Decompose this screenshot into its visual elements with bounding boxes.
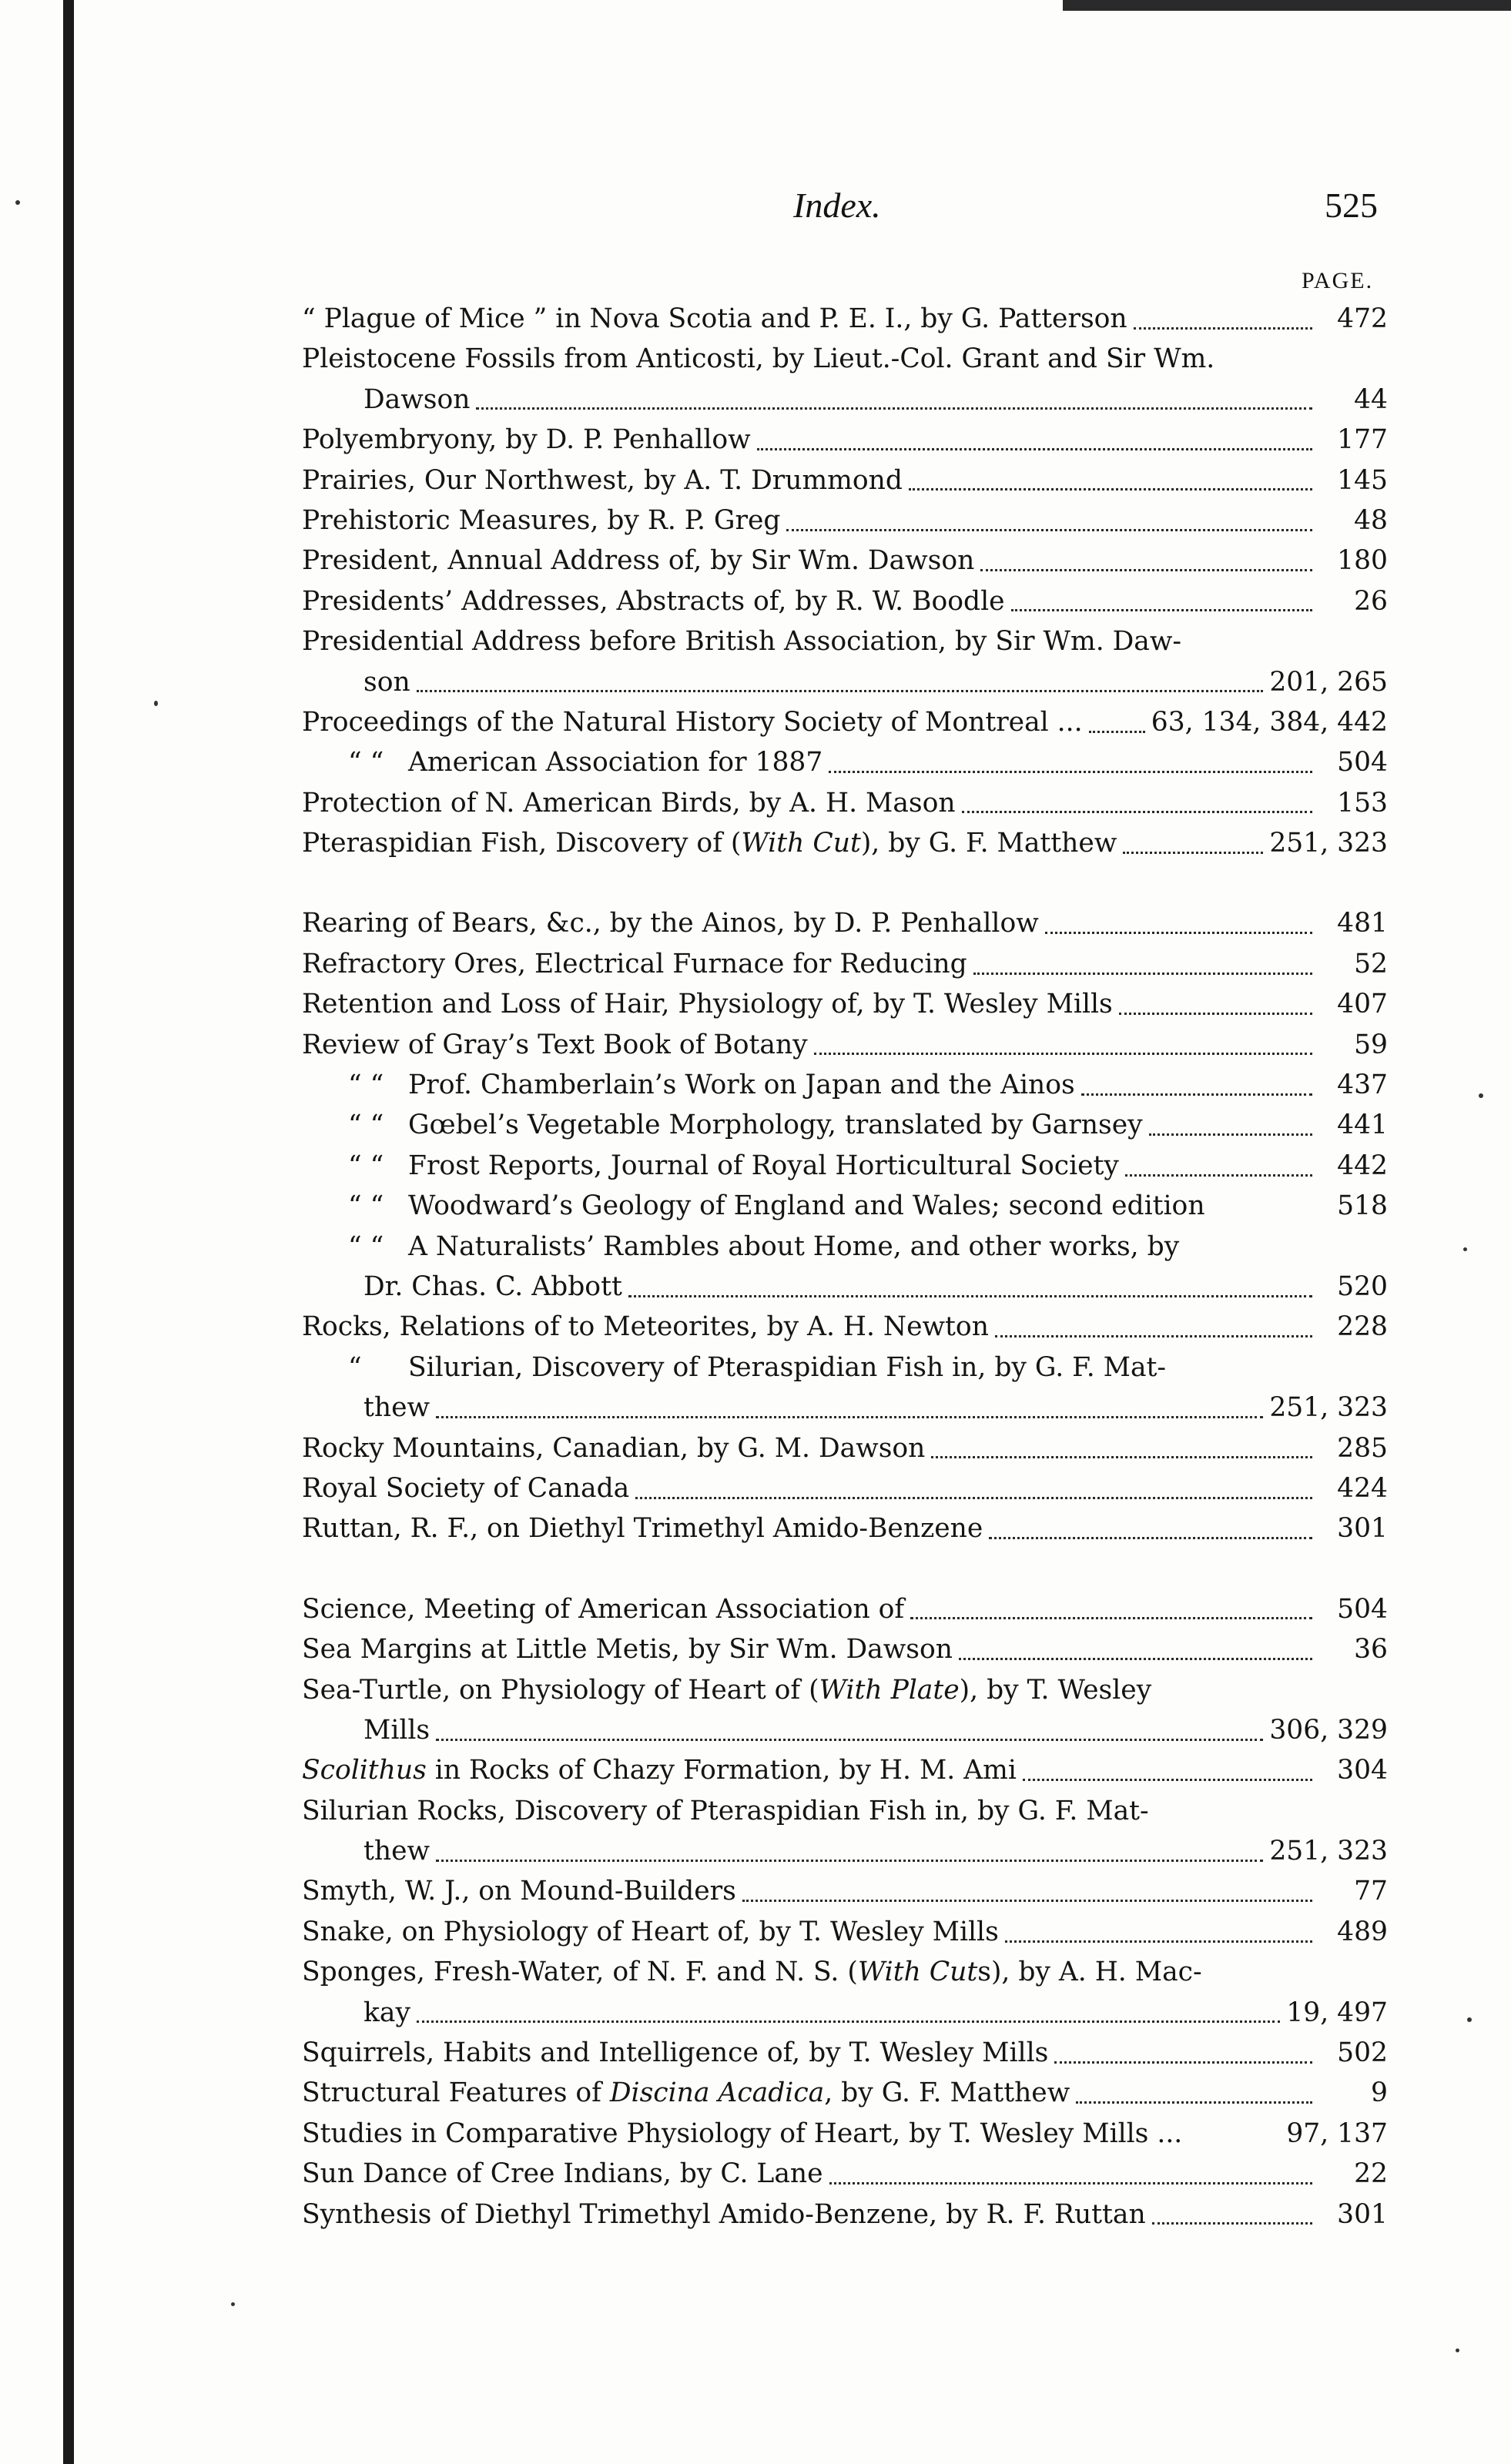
- page-binding-edge: [63, 0, 74, 2464]
- index-group-s: [302, 1589, 1388, 2235]
- index-entry: [302, 621, 1388, 661]
- entry-text: Synthesis of Diethyl Trimethyl Amido-Benzene, by R. F. Ruttan: [302, 2198, 1146, 2230]
- entry-page-ref: 19, 497: [1286, 1997, 1388, 2028]
- index-entry: [302, 1025, 1388, 1065]
- scan-speck: [1467, 2017, 1472, 2022]
- dot-leader: [742, 1900, 1312, 1902]
- dot-leader: [635, 1497, 1312, 1499]
- entry-text: Smyth, W. J., on Mound-Builders: [302, 1876, 736, 1907]
- entry-page-ref: 407: [1337, 989, 1388, 1020]
- index-entry: [302, 783, 1388, 823]
- index-entry: [302, 984, 1388, 1024]
- entry-page-ref: 22: [1354, 2158, 1388, 2190]
- entry-text: Rocks, Relations of to Meteorites, by A. H. Newton: [302, 1311, 989, 1343]
- entry-page-ref: 52: [1354, 948, 1388, 979]
- dot-leader: [1023, 1779, 1312, 1781]
- dot-leader: [1119, 1013, 1312, 1015]
- index-group-p: [302, 299, 1388, 863]
- entry-page-ref: 97, 137: [1286, 2118, 1388, 2149]
- index-entry: [302, 1065, 1388, 1105]
- index-entry: [302, 1952, 1388, 1992]
- index-entry: [302, 1508, 1388, 1548]
- index-entry: [302, 541, 1388, 581]
- dot-leader: [962, 811, 1312, 813]
- entry-text: Science, Meeting of American Association of: [302, 1593, 905, 1625]
- dot-leader: [829, 2182, 1312, 2184]
- dot-leader: [1125, 1174, 1312, 1177]
- index-entry: [302, 1105, 1388, 1145]
- dot-leader: [814, 1053, 1312, 1055]
- dot-leader: [417, 2020, 1280, 2023]
- dot-leader: [1089, 731, 1145, 733]
- entry-text: President, Annual Address of, by Sir Wm. Dawson: [302, 545, 975, 577]
- index-entry: [302, 1428, 1388, 1468]
- index-entry-continuation: [302, 1710, 1388, 1750]
- index-entry: [302, 1791, 1388, 1831]
- entry-text: Woodward’s Geology of England and Wales; second edition: [408, 1190, 1205, 1222]
- index-entry-continuation: [302, 1993, 1388, 2033]
- dot-leader: [436, 1416, 1263, 1418]
- entry-page-ref: 301: [1337, 1513, 1388, 1545]
- ditto-marks: “ “: [348, 1230, 384, 1262]
- index-entry: [302, 1750, 1388, 1790]
- ditto-marks: “ “: [348, 1070, 384, 1101]
- entry-text: Squirrels, Habits and Intelligence of, by T. Wesley Mills: [302, 2037, 1049, 2069]
- entry-page-ref: 301: [1337, 2198, 1388, 2230]
- index-entry: [302, 1348, 1388, 1388]
- scan-speck: [231, 2302, 235, 2306]
- entry-page-ref: 304: [1337, 1755, 1388, 1786]
- index-entry: [302, 1629, 1388, 1669]
- entry-page-ref: 520: [1337, 1270, 1388, 1302]
- entry-text: Pteraspidian Fish, Discovery of (With Cut), by G. F. Matthew: [302, 828, 1117, 859]
- entry-text: Royal Society of Canada: [302, 1472, 630, 1504]
- dot-leader: [1081, 1093, 1312, 1096]
- index-entry: [302, 581, 1388, 621]
- entry-text: Polyembryony, by D. P. Penhallow: [302, 424, 751, 456]
- entry-text: Proceedings of the Natural History Society of Montreal ...: [302, 706, 1083, 738]
- dot-leader: [995, 1335, 1312, 1337]
- entry-page-ref: 285: [1337, 1432, 1388, 1464]
- entry-text: Prof. Chamberlain’s Work on Japan and the Ainos: [408, 1070, 1075, 1101]
- entry-text: Dawson: [364, 383, 471, 415]
- entry-text: Mills: [364, 1714, 431, 1746]
- entry-text: Sea-Turtle, on Physiology of Heart of (With Plate), by T. Wesley: [302, 1674, 1152, 1706]
- entry-text: Snake, on Physiology of Heart of, by T. Wesley Mills: [302, 1916, 999, 1947]
- entry-page-ref: 153: [1337, 787, 1388, 819]
- entry-text: Frost Reports, Journal of Royal Horticultural Society: [408, 1150, 1119, 1181]
- dot-leader: [1123, 852, 1263, 854]
- entry-text: kay: [364, 1997, 410, 2028]
- entry-text: Silurian Rocks, Discovery of Pteraspidian Fish in, by G. F. Mat-: [302, 1795, 1149, 1826]
- entry-text: Studies in Comparative Physiology of Heart, by T. Wesley Mills ...: [302, 2118, 1183, 2149]
- entry-page-ref: 502: [1337, 2037, 1388, 2069]
- dot-leader: [1011, 609, 1312, 611]
- scan-speck: [1479, 1093, 1483, 1098]
- index-entries: [302, 299, 1388, 2235]
- index-entry-continuation: [302, 1267, 1388, 1307]
- ditto-marks: “ “: [348, 1190, 384, 1222]
- entry-page-ref: 44: [1354, 383, 1388, 415]
- entry-page-ref: 48: [1354, 504, 1388, 536]
- index-entry: [302, 339, 1388, 379]
- index-entry: [302, 420, 1388, 460]
- entry-text: Structural Features of Discina Acadica, by G. F. Matthew: [302, 2077, 1070, 2109]
- dot-leader: [436, 1860, 1263, 1862]
- entry-text: Protection of N. American Birds, by A. H. Mason: [302, 787, 956, 819]
- entry-text: Refractory Ores, Electrical Furnace for Reducing: [302, 948, 967, 979]
- entry-text: Silurian, Discovery of Pteraspidian Fish in, by G. F. Mat-: [408, 1351, 1167, 1383]
- ditto-marks: “: [348, 1351, 362, 1383]
- entry-page-ref: 442: [1337, 1150, 1388, 1181]
- entry-text: Presidential Address before British Association, by Sir Wm. Daw-: [302, 626, 1182, 658]
- entry-text: Review of Gray’s Text Book of Botany: [302, 1029, 808, 1060]
- entry-page-ref: 9: [1371, 2077, 1388, 2109]
- scan-top-edge: [1063, 0, 1511, 11]
- entry-text: “ Plague of Mice ” in Nova Scotia and P. E. I., by G. Patterson: [302, 303, 1127, 334]
- entry-page-ref: 481: [1337, 908, 1388, 939]
- index-entry-continuation: [302, 1831, 1388, 1871]
- index-entry-continuation: [302, 1388, 1388, 1428]
- entry-page-ref: 59: [1354, 1029, 1388, 1060]
- index-entry: [302, 1871, 1388, 1911]
- entry-text: Dr. Chas. C. Abbott: [364, 1270, 622, 1302]
- entry-text: Prehistoric Measures, by R. P. Greg: [302, 504, 781, 536]
- index-entry: [302, 1146, 1388, 1186]
- index-entry: [302, 2194, 1388, 2235]
- scan-speck: [1463, 1247, 1467, 1251]
- dot-leader: [909, 488, 1312, 490]
- entry-text: thew: [364, 1836, 431, 1867]
- index-entry: [302, 2114, 1388, 2154]
- entry-text: son: [364, 666, 410, 698]
- entry-page-ref: 251, 323: [1269, 1392, 1388, 1424]
- index-entry: [302, 500, 1388, 541]
- index-entry: [302, 299, 1388, 339]
- index-entry: [302, 903, 1388, 943]
- entry-page-ref: 441: [1337, 1110, 1388, 1141]
- ditto-marks: “ “: [348, 1110, 384, 1141]
- entry-page-ref: 504: [1337, 1593, 1388, 1625]
- dot-leader: [959, 1658, 1312, 1660]
- entry-page-ref: 489: [1337, 1916, 1388, 1947]
- entry-page-ref: 145: [1337, 464, 1388, 496]
- dot-leader: [1149, 1133, 1312, 1136]
- entry-text: Sun Dance of Cree Indians, by C. Lane: [302, 2158, 823, 2190]
- index-entry: [302, 460, 1388, 500]
- dot-leader: [1054, 2061, 1312, 2064]
- dot-leader: [829, 771, 1312, 773]
- index-entry: [302, 2154, 1388, 2194]
- index-entry: [302, 742, 1388, 782]
- scan-speck: [1456, 2348, 1459, 2352]
- index-group-r: [302, 903, 1388, 1548]
- dot-leader: [1152, 2222, 1312, 2225]
- entry-text: American Association for 1887: [408, 747, 823, 778]
- dot-leader: [989, 1537, 1312, 1539]
- index-entry: [302, 702, 1388, 742]
- dot-leader: [436, 1739, 1263, 1741]
- entry-page-ref: 177: [1337, 424, 1388, 456]
- entry-page-ref: 201, 265: [1269, 666, 1388, 698]
- index-entry: [302, 1589, 1388, 1629]
- dot-leader: [910, 1617, 1312, 1619]
- index-entry: [302, 2073, 1388, 2113]
- entry-page-ref: 36: [1354, 1634, 1388, 1666]
- dot-leader: [980, 569, 1312, 571]
- ditto-marks: “ “: [348, 1150, 384, 1181]
- entry-page-ref: 77: [1354, 1876, 1388, 1907]
- dot-leader: [417, 690, 1264, 692]
- dot-leader: [786, 529, 1312, 531]
- entry-text: Rocky Mountains, Canadian, by G. M. Dawson: [302, 1432, 926, 1464]
- dot-leader: [1005, 1940, 1312, 1943]
- page-number: 525: [1325, 186, 1378, 225]
- dot-leader: [757, 448, 1312, 450]
- dot-leader: [1045, 932, 1312, 934]
- entry-text: Sea Margins at Little Metis, by Sir Wm. Dawson: [302, 1634, 953, 1666]
- index-entry: [302, 944, 1388, 984]
- dot-leader: [973, 973, 1312, 975]
- dot-leader: [1076, 2101, 1312, 2104]
- entry-page-ref: 504: [1337, 747, 1388, 778]
- index-entry-continuation: [302, 662, 1388, 702]
- index-entry-continuation: [302, 380, 1388, 420]
- index-entry: [302, 1912, 1388, 1952]
- entry-text: Presidents’ Addresses, Abstracts of, by R. W. Boodle: [302, 585, 1005, 617]
- entry-text: Sponges, Fresh-Water, of N. F. and N. S. (With Cuts), by A. H. Mac-: [302, 1957, 1202, 1988]
- dot-leader: [1134, 327, 1312, 330]
- ditto-marks: “ “: [348, 747, 384, 778]
- entry-text: thew: [364, 1392, 431, 1424]
- scan-speck: [15, 200, 20, 205]
- scan-speck: [154, 701, 158, 706]
- entry-text: Rearing of Bears, &c., by the Ainos, by D. P. Penhallow: [302, 908, 1039, 939]
- index-entry: [302, 1670, 1388, 1710]
- entry-page-ref: 26: [1354, 585, 1388, 617]
- entry-page-ref: 472: [1337, 303, 1388, 334]
- entry-text: Pleistocene Fossils from Anticosti, by Lieut.-Col. Grant and Sir Wm.: [302, 343, 1215, 375]
- page-column-heading: PAGE.: [1302, 268, 1374, 293]
- entry-page-ref: 306, 329: [1269, 1714, 1388, 1746]
- entry-page-ref: 437: [1337, 1070, 1388, 1101]
- entry-text: A Naturalists’ Rambles about Home, and other works, by: [408, 1230, 1180, 1262]
- index-entry: [302, 1186, 1388, 1226]
- index-entry: [302, 1307, 1388, 1347]
- index-entry: [302, 2033, 1388, 2073]
- entry-page-ref: 518: [1337, 1190, 1388, 1222]
- entry-page-ref: 63, 134, 384, 442: [1151, 706, 1388, 738]
- dot-leader: [931, 1456, 1312, 1458]
- index-entry: [302, 1227, 1388, 1267]
- dot-leader: [628, 1295, 1312, 1297]
- entry-page-ref: 180: [1337, 545, 1388, 577]
- entry-page-ref: 251, 323: [1269, 828, 1388, 859]
- entry-text: Prairies, Our Northwest, by A. T. Drummond: [302, 464, 903, 496]
- index-entry: [302, 1468, 1388, 1508]
- dot-leader: [476, 407, 1312, 410]
- index-entry: [302, 823, 1388, 863]
- entry-page-ref: 228: [1337, 1311, 1388, 1343]
- running-title: Index.: [793, 186, 881, 225]
- entry-text: Retention and Loss of Hair, Physiology of, by T. Wesley Mills: [302, 989, 1113, 1020]
- entry-text: Scolithus in Rocks of Chazy Formation, by H. M. Ami: [302, 1755, 1017, 1786]
- entry-page-ref: 424: [1337, 1472, 1388, 1504]
- entry-page-ref: 251, 323: [1269, 1836, 1388, 1867]
- entry-text: Ruttan, R. F., on Diethyl Trimethyl Amido-Benzene: [302, 1513, 983, 1545]
- entry-text: Gœbel’s Vegetable Morphology, translated by Garnsey: [408, 1110, 1143, 1141]
